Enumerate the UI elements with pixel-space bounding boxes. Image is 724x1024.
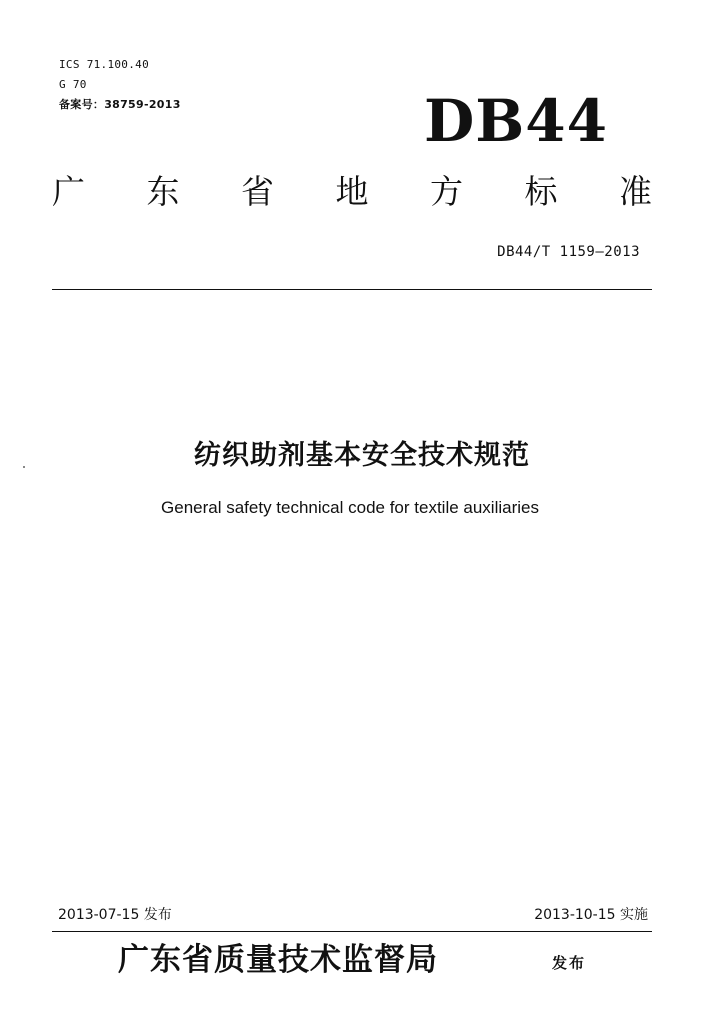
record-number: 备案号：38759-2013 — [59, 98, 181, 111]
standard-type-char: 准 — [619, 172, 652, 211]
issue-date: 2013-07-15 发布 — [58, 907, 172, 923]
standard-type-char: 地 — [335, 172, 369, 211]
standard-type-char: 方 — [430, 172, 463, 211]
classification-code: G 70 — [59, 78, 87, 91]
title-chinese: 纺织助剂基本安全技术规范 — [194, 440, 530, 471]
bottom-divider — [52, 931, 652, 932]
standard-type-char: 省 — [241, 172, 274, 211]
ics-code: ICS 71.100.40 — [59, 58, 149, 71]
standard-type-char: 广 — [52, 172, 85, 211]
top-divider — [52, 289, 652, 290]
standard-type-char: 东 — [146, 172, 180, 211]
standard-number: DB44/T 1159—2013 — [497, 244, 640, 260]
issuer-name: 广东省质量技术监督局 — [118, 942, 438, 978]
standard-type-char: 标 — [524, 172, 558, 211]
db-code-logo: DB44 — [423, 87, 608, 155]
issuer-suffix: 发布 — [552, 954, 587, 972]
effective-date: 2013-10-15 实施 — [534, 907, 648, 923]
standard-type-heading — [52, 172, 652, 212]
title-english: General safety technical code for textile auxiliaries — [161, 498, 539, 517]
